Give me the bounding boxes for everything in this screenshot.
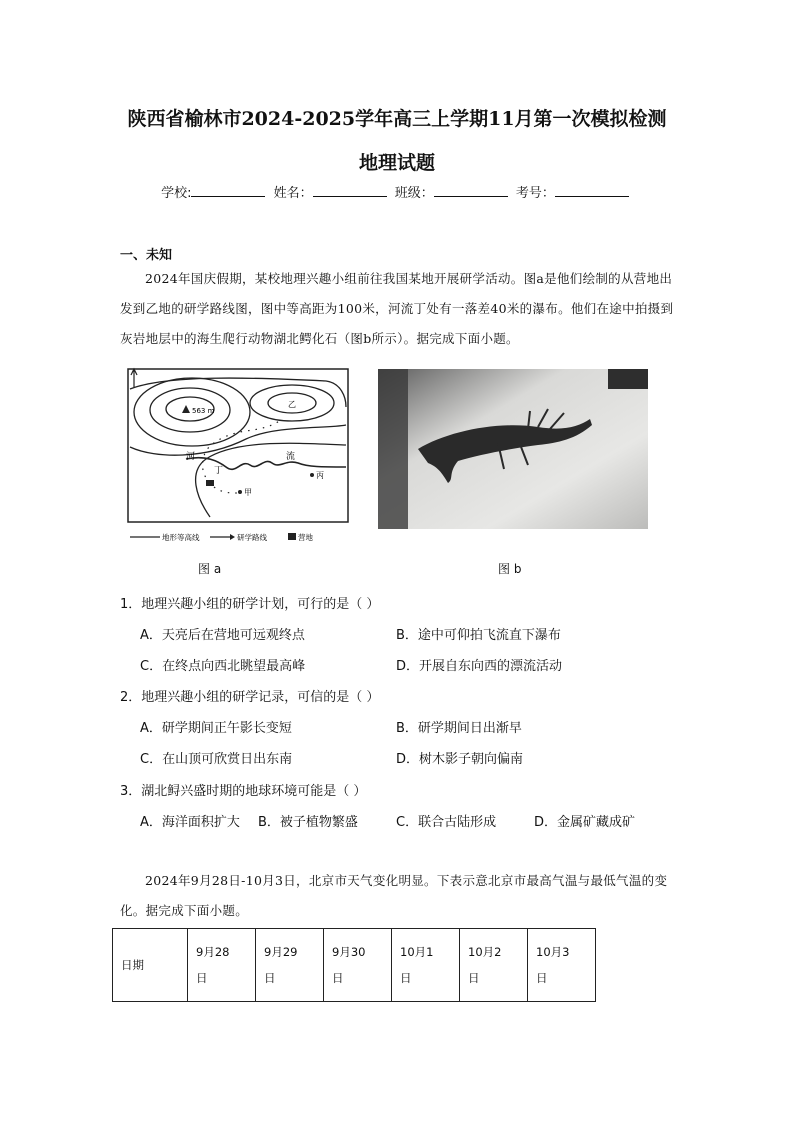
- point-bing: [310, 473, 314, 477]
- figure-b-caption: 图 b: [498, 562, 522, 576]
- class-blank[interactable]: [434, 184, 508, 197]
- map-label-liu: 流: [286, 452, 296, 462]
- student-info-fields: [0, 182, 794, 201]
- fossil-photo: [378, 369, 648, 529]
- question-1-option-c[interactable]: C．在终点向西北眺望最高峰: [140, 659, 306, 674]
- legend-contour: 地形等高线: [162, 533, 200, 542]
- question-1-option-b[interactable]: B．途中可仰拍飞流直下瀑布: [396, 628, 561, 643]
- legend-camp-icon: [288, 533, 296, 540]
- point-jia: [238, 490, 242, 494]
- exam-number-blank[interactable]: [555, 184, 629, 197]
- question-1-stem: 1．地理兴趣小组的研学计划，可行的是（ ）: [120, 597, 380, 612]
- legend-arrow-icon: [230, 534, 235, 540]
- table-cell-date: 9月30 日: [324, 929, 392, 1002]
- question-3-option-b[interactable]: B．被子植物繁盛: [258, 815, 358, 830]
- question-3-option-a[interactable]: A．海洋面积扩大: [140, 815, 240, 830]
- question-1-option-a[interactable]: A．天亮后在营地可远观终点: [140, 628, 305, 643]
- contour-map: [126, 367, 352, 545]
- map-label-bing: 丙: [316, 471, 324, 480]
- question-3-stem: 3．湖北鲟兴盛时期的地球环境可能是（ ）: [120, 784, 367, 799]
- figure-a-map: [126, 367, 352, 549]
- peak-elevation: 563 m: [192, 407, 215, 415]
- table-cell-date: 9月28 日: [188, 929, 256, 1002]
- map-label-yi: 乙: [288, 400, 296, 409]
- table-cell-date: 10月1 日: [392, 929, 460, 1002]
- school-blank[interactable]: [191, 184, 265, 197]
- exam-number-label: 考号：: [515, 186, 555, 201]
- legend-camp: 营地: [298, 533, 313, 542]
- table-cell-date: 10月2 日: [460, 929, 528, 1002]
- class-label: 班级：: [394, 186, 434, 201]
- page-title: 陕西省榆林市2024-2025学年高三上学期11月第一次模拟检测: [127, 108, 667, 130]
- table-cell-date: 10月3 日: [528, 929, 596, 1002]
- name-blank[interactable]: [313, 184, 387, 197]
- page-subtitle: 地理试题: [358, 152, 435, 174]
- map-label-ding: 丁: [214, 466, 224, 476]
- figure-b-photo: [378, 369, 648, 533]
- passage-1: 2024年国庆假期，某校地理兴趣小组前往我国某地开展研学活动。图a是他们绘制的从营地出发到乙地的研学路线图，图中等高距为100米，河流丁处有一落差40米的瀑布。他们在途中拍摄到灰岩地层中的海生爬行动物湖北鳄化石（图b所示）。据完成下面小题。: [120, 271, 674, 346]
- question-3-option-d[interactable]: D．金属矿藏成矿: [534, 815, 636, 830]
- question-1-option-d[interactable]: D．开展自东向西的漂流活动: [396, 659, 563, 674]
- question-3-option-c[interactable]: C．联合古陆形成: [396, 815, 497, 830]
- camp-icon: [206, 480, 214, 486]
- table-header-date: 日期: [113, 929, 188, 1002]
- map-label-he: 河: [186, 452, 196, 462]
- passage-2: 2024年9月28日-10月3日，北京市天气变化明显。下表示意北京市最高气温与最低气温的变化。据完成下面小题。: [120, 873, 668, 918]
- section-heading: 一、未知: [120, 248, 173, 263]
- temperature-table: [112, 928, 596, 1002]
- question-2-option-a[interactable]: A．研学期间正午影长变短: [140, 721, 292, 736]
- figure-a-caption: 图 a: [198, 562, 222, 576]
- question-2-option-c[interactable]: C．在山顶可欣赏日出东南: [140, 752, 293, 767]
- table-cell-date: 9月29 日: [256, 929, 324, 1002]
- question-2-stem: 2．地理兴趣小组的研学记录，可信的是（ ）: [120, 690, 380, 705]
- school-label: 学校:: [161, 186, 192, 201]
- legend-route: 研学路线: [237, 533, 267, 542]
- table-row: [113, 929, 596, 1002]
- name-label: 姓名：: [273, 186, 313, 201]
- question-2-option-d[interactable]: D．树木影子朝向偏南: [396, 752, 524, 767]
- question-2-option-b[interactable]: B．研学期间日出渐早: [396, 721, 522, 736]
- map-label-jia: 甲: [244, 488, 252, 497]
